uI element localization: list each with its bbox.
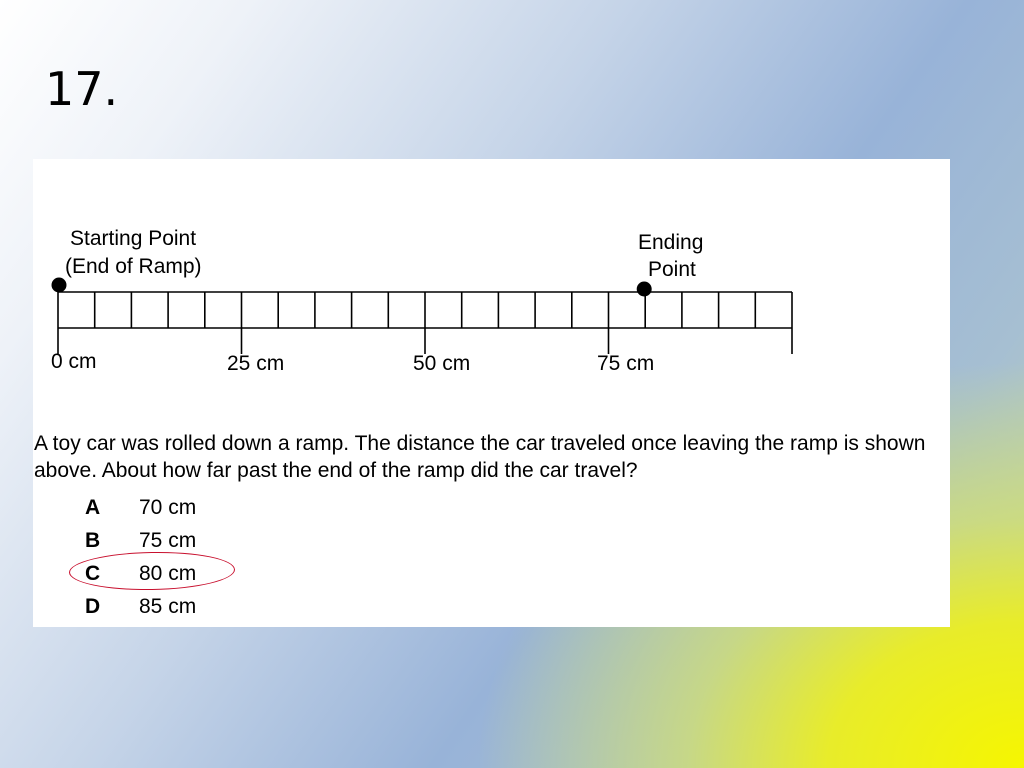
tick-label-0: 0 cm xyxy=(51,350,97,373)
start-label-line2: (End of Ramp) xyxy=(65,255,202,278)
question-text: A toy car was rolled down a ramp. The distance the car traveled once leaving the ramp is shown above. About how far past the end of the ramp did the car travel? xyxy=(34,432,926,482)
option-value: 85 cm xyxy=(139,595,197,618)
option-value: 70 cm xyxy=(139,496,197,519)
ruler xyxy=(58,292,792,354)
slide-number: 17. xyxy=(45,62,119,116)
option-letter: B xyxy=(85,529,101,552)
tick-label-50: 50 cm xyxy=(413,352,471,375)
end-label-line2: Point xyxy=(648,258,696,281)
starting-point-marker xyxy=(52,278,67,293)
option-letter: D xyxy=(85,595,101,618)
ending-point-marker xyxy=(637,282,652,297)
option-value: 80 cm xyxy=(139,562,197,585)
start-label-line1: Starting Point xyxy=(70,227,197,250)
selected-answer-circle xyxy=(69,551,236,592)
end-label-line1: Ending xyxy=(638,231,704,254)
question-card xyxy=(33,159,950,627)
number-line-diagram xyxy=(33,159,950,419)
option-letter: A xyxy=(85,496,101,519)
tick-label-25: 25 cm xyxy=(227,352,285,375)
option-value: 75 cm xyxy=(139,529,197,552)
tick-label-75: 75 cm xyxy=(597,352,655,375)
option-letter: C xyxy=(85,562,101,585)
